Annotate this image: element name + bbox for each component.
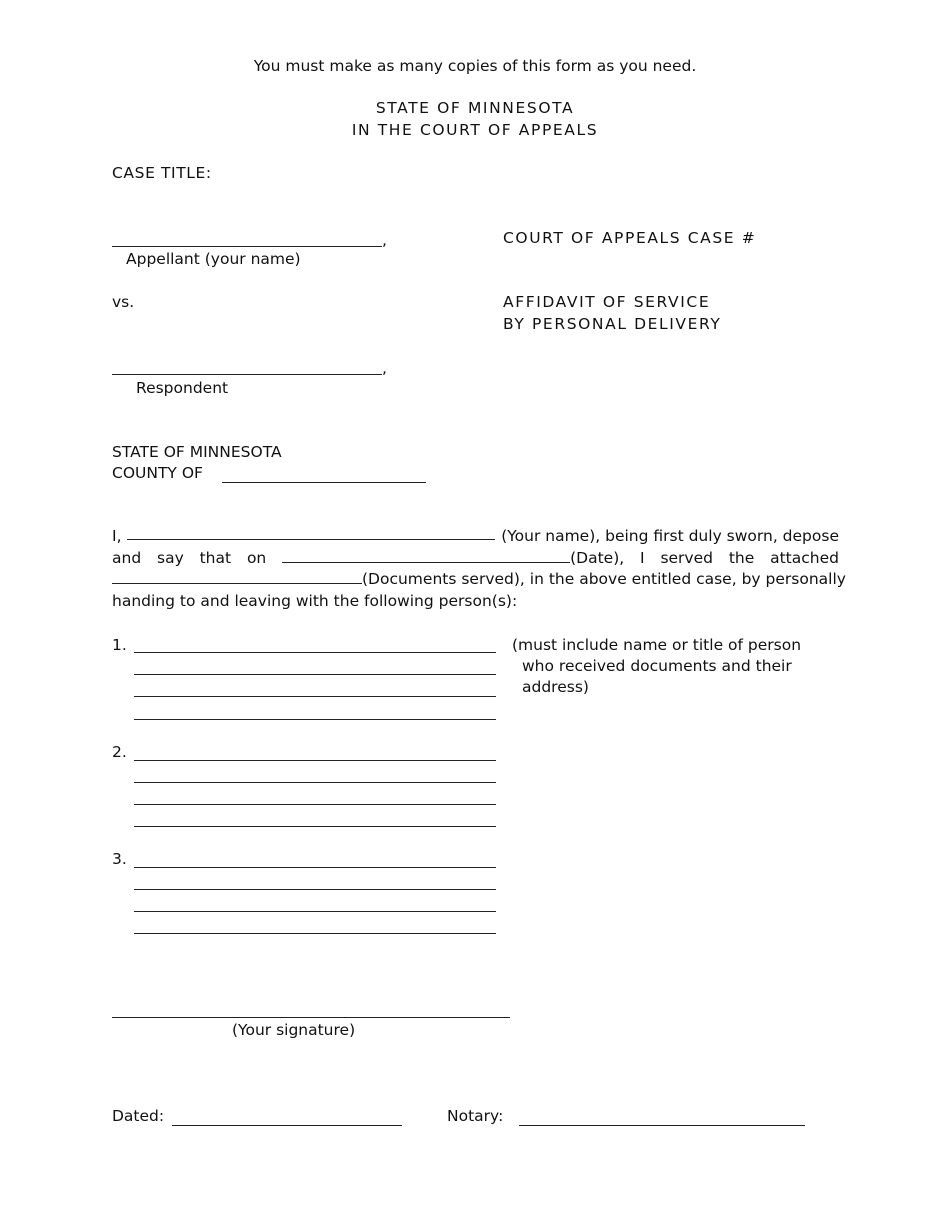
statement-word: served <box>660 548 713 567</box>
versus-label: vs. <box>112 293 135 311</box>
statement-line-2 <box>112 548 839 570</box>
person-2-line[interactable] <box>134 782 496 783</box>
person-note-line2: who received documents and their <box>522 657 792 675</box>
statement-word: that <box>199 548 232 567</box>
statement-name-caption: (Your name), being first duly sworn, depose <box>501 527 839 545</box>
notary-field[interactable] <box>519 1125 805 1126</box>
dated-label: Dated: <box>112 1107 165 1125</box>
statement-word: say <box>157 548 184 567</box>
document-title-line2: BY PERSONAL DELIVERY <box>503 315 722 333</box>
dated-field[interactable] <box>172 1125 402 1126</box>
statement-line-1 <box>112 526 839 548</box>
statement-word: I <box>640 548 645 567</box>
statement-documents-caption: (Documents served), in the above entitled case, by personally <box>362 570 846 588</box>
header-court: IN THE COURT OF APPEALS <box>351 121 599 139</box>
person-1-line[interactable] <box>134 696 496 697</box>
person-3-line[interactable] <box>134 933 496 934</box>
statement-word: and <box>112 548 142 567</box>
venue-state: STATE OF MINNESOTA <box>112 443 282 461</box>
person-3-line[interactable] <box>134 889 496 890</box>
appellant-comma: , <box>382 231 387 249</box>
statement-word: the <box>728 548 755 567</box>
person-3-line[interactable] <box>134 867 496 868</box>
person-number: 3. <box>112 850 127 868</box>
person-1-line[interactable] <box>134 719 496 720</box>
date-group <box>282 548 624 570</box>
header-state: STATE OF MINNESOTA <box>375 99 575 117</box>
person-note-line3: address) <box>522 678 589 696</box>
statement-word: on <box>246 548 267 567</box>
statement-line-3 <box>112 569 846 591</box>
person-2-line[interactable] <box>134 760 496 761</box>
sworn-statement <box>112 526 846 612</box>
documents-group <box>112 569 846 591</box>
statement-date-caption: (Date), <box>570 548 625 567</box>
person-number: 1. <box>112 636 127 654</box>
person-1-line[interactable] <box>134 674 496 675</box>
statement-word: attached <box>770 548 839 567</box>
statement-line-4: handing to and leaving with the following person(s): <box>112 591 518 610</box>
copies-note: You must make as many copies of this form as you need. <box>253 57 697 75</box>
respondent-label: Respondent <box>136 379 229 397</box>
person-number: 2. <box>112 743 127 761</box>
respondent-comma: , <box>382 359 387 377</box>
documents-served-field[interactable] <box>112 570 362 584</box>
case-number-label: COURT OF APPEALS CASE # <box>503 229 757 247</box>
venue-county-label: COUNTY OF <box>112 464 203 482</box>
signature-label: (Your signature) <box>232 1021 356 1039</box>
appellant-label: Appellant (your name) <box>126 250 301 268</box>
signature-field[interactable] <box>112 1017 510 1018</box>
date-field[interactable] <box>282 549 570 563</box>
person-2-line[interactable] <box>134 804 496 805</box>
statement-i: I, <box>112 527 122 545</box>
person-2-line[interactable] <box>134 826 496 827</box>
person-3-line[interactable] <box>134 911 496 912</box>
notary-label: Notary: <box>447 1107 504 1125</box>
your-name-field[interactable] <box>127 526 495 540</box>
respondent-name-field[interactable] <box>112 374 382 375</box>
person-1-line[interactable] <box>134 652 496 653</box>
person-note-line1: (must include name or title of person <box>512 636 802 654</box>
document-title-line1: AFFIDAVIT OF SERVICE <box>503 293 711 311</box>
case-title-label: CASE TITLE: <box>112 164 212 182</box>
appellant-name-field[interactable] <box>112 246 382 247</box>
county-field[interactable] <box>222 482 426 483</box>
